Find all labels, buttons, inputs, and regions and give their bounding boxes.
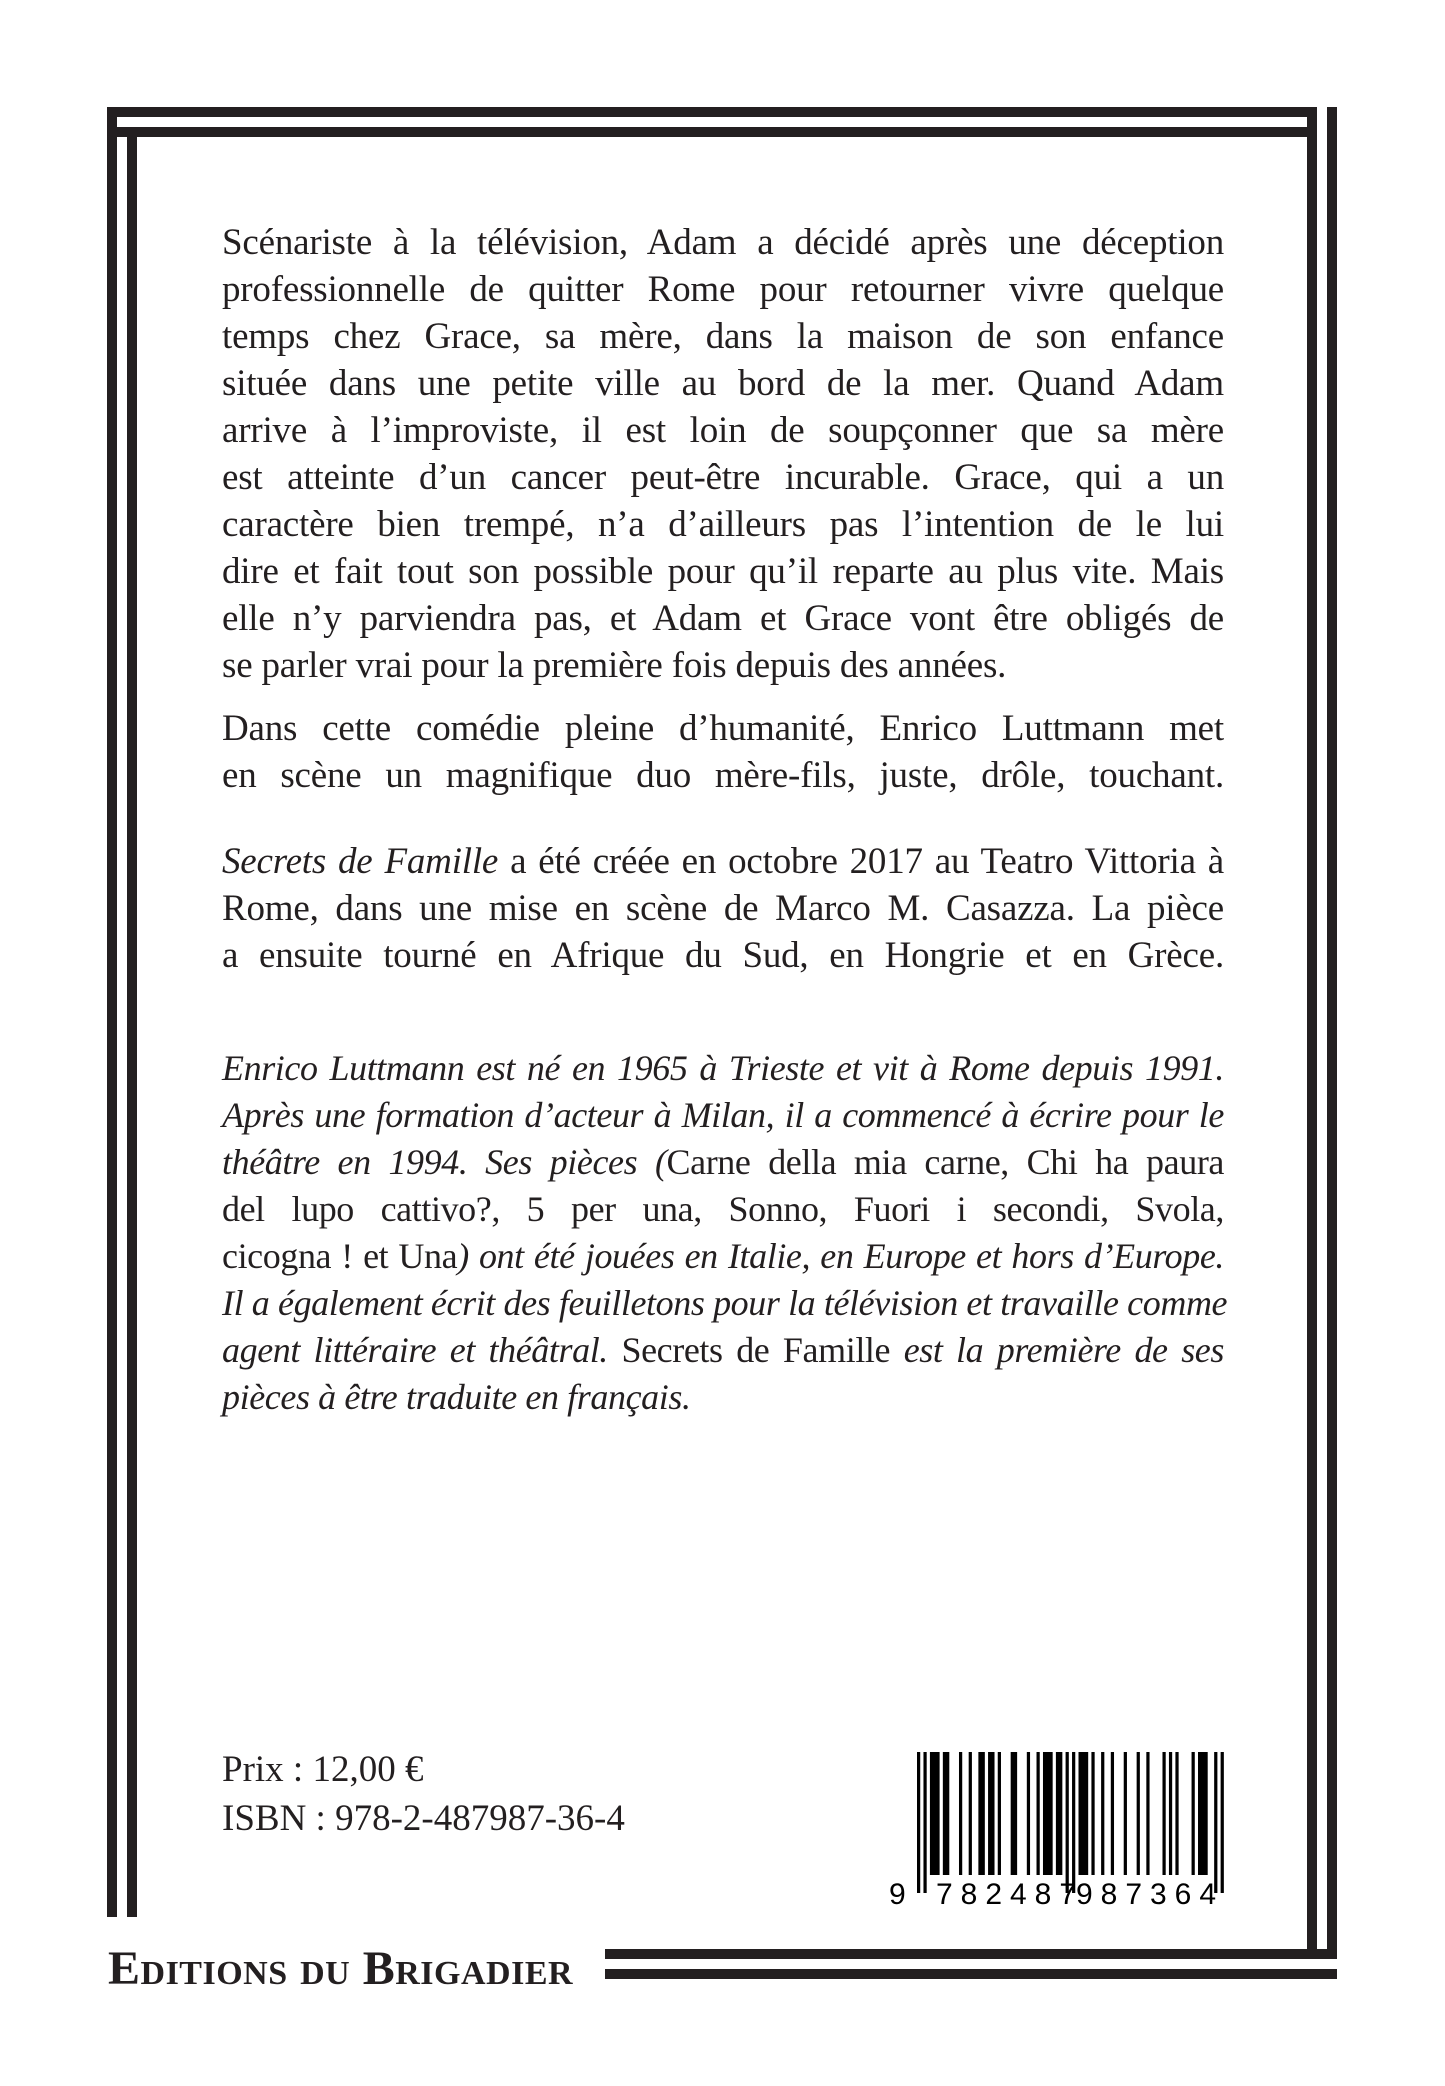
author-bio [222,1045,1228,1421]
premiere-paragraph [222,838,1224,979]
isbn-barcode [886,1752,1231,1912]
synopsis-line: se parler vrai pour la première fois depuis des années. [222,645,1007,686]
frame-top-outer-rule [107,107,1317,117]
publisher-name: Editions du Brigadier [108,1942,574,1995]
bio-line: Après une formation d’acteur à Milan, il a commencé à écrire pour le [222,1095,1224,1135]
synopsis-line: elle n’y parviendra pas, et Adam et Grace vont être obligés de [222,598,1224,639]
bio-line: pièces à être traduite en français. [222,1377,691,1417]
synopsis-line: est atteinte d’un cancer peut-être incurable. Grace, qui a un [222,457,1224,498]
bio-line [222,1139,1224,1186]
isbn-label: ISBN : 978-2-487987-36-4 [222,1798,625,1839]
synopsis-line: professionnelle de quitter Rome pour retourner vivre quelque [222,269,1224,310]
barcode-first-digit: 9 [889,1878,906,1911]
bio-text: ) ont été jouées en Italie, en Europe et hors d’Europe. [457,1236,1225,1276]
comedy-paragraph [222,705,1224,799]
synopsis-line: Scénariste à la télévision, Adam a décidé après une déception [222,222,1224,263]
synopsis-line: caractère bien trempé, n’a d’ailleurs pas l’intention de le lui [222,504,1224,545]
synopsis-line: temps chez Grace, sa mère, dans la maison de son enfance [222,316,1224,357]
bio-text: agent littéraire et théâtral. [222,1330,622,1370]
frame-top-inner-rule [107,127,1317,137]
frame-bottom-outer-rule [605,1969,1337,1979]
premiere-line-text: a été créée en octobre 2017 au Teatro Vittoria à [498,841,1224,882]
play-titles: Carne della mia carne, Chi ha paura [666,1142,1225,1182]
bio-line: Enrico Luttmann est né en 1965 à Trieste et vit à Rome depuis 1991. [222,1048,1224,1088]
frame-left-inner-rule [127,127,137,1917]
book-info [222,1745,625,1843]
bio-text: théâtre en 1994. Ses pièces ( [222,1142,667,1182]
play-title: Secrets de Famille [621,1330,891,1370]
bio-line [222,1233,1224,1280]
comedy-line: Dans cette comédie pleine d’humanité, Enrico Luttmann met [222,708,1224,749]
frame-right-outer-rule [1327,107,1337,1958]
bio-line [222,1327,1224,1374]
comedy-line: en scène un magnifique duo mère-fils, juste, drôle, touchant. [222,755,1224,796]
play-titles: cicogna ! et Una [222,1236,458,1276]
frame-bottom-inner-rule [605,1949,1337,1959]
bio-text: est la première de ses [890,1330,1224,1370]
barcode-left-digits: 782487 [936,1878,1076,1911]
bio-line: Il a également écrit des feuilletons pour la télévision et travaille comme [222,1283,1228,1323]
synopsis-paragraph [222,219,1224,689]
synopsis-line: dire et fait tout son possible pour qu’il reparte au plus vite. Mais [222,551,1224,592]
frame-right-inner-rule [1307,107,1317,1958]
premiere-line: Rome, dans une mise en scène de Marco M. Casazza. La pièce [222,888,1224,929]
synopsis-line: arrive à l’improviste, il est loin de soupçonner que sa mère [222,410,1224,451]
bio-line: del lupo cattivo?, 5 per una, Sonno, Fuori i secondi, Svola, [222,1189,1224,1229]
premiere-line: a ensuite tourné en Afrique du Sud, en Hongrie et en Grèce. [222,935,1224,976]
barcode-bars [886,1752,1231,1912]
premiere-line [222,838,1224,885]
barcode-right-digits: 987364 [1076,1878,1216,1911]
synopsis-line: située dans une petite ville au bord de la mer. Quand Adam [222,363,1224,404]
frame-left-outer-rule [107,107,117,1917]
play-title: Secrets de Famille [222,841,499,882]
price-label: Prix : 12,00 € [222,1749,424,1790]
